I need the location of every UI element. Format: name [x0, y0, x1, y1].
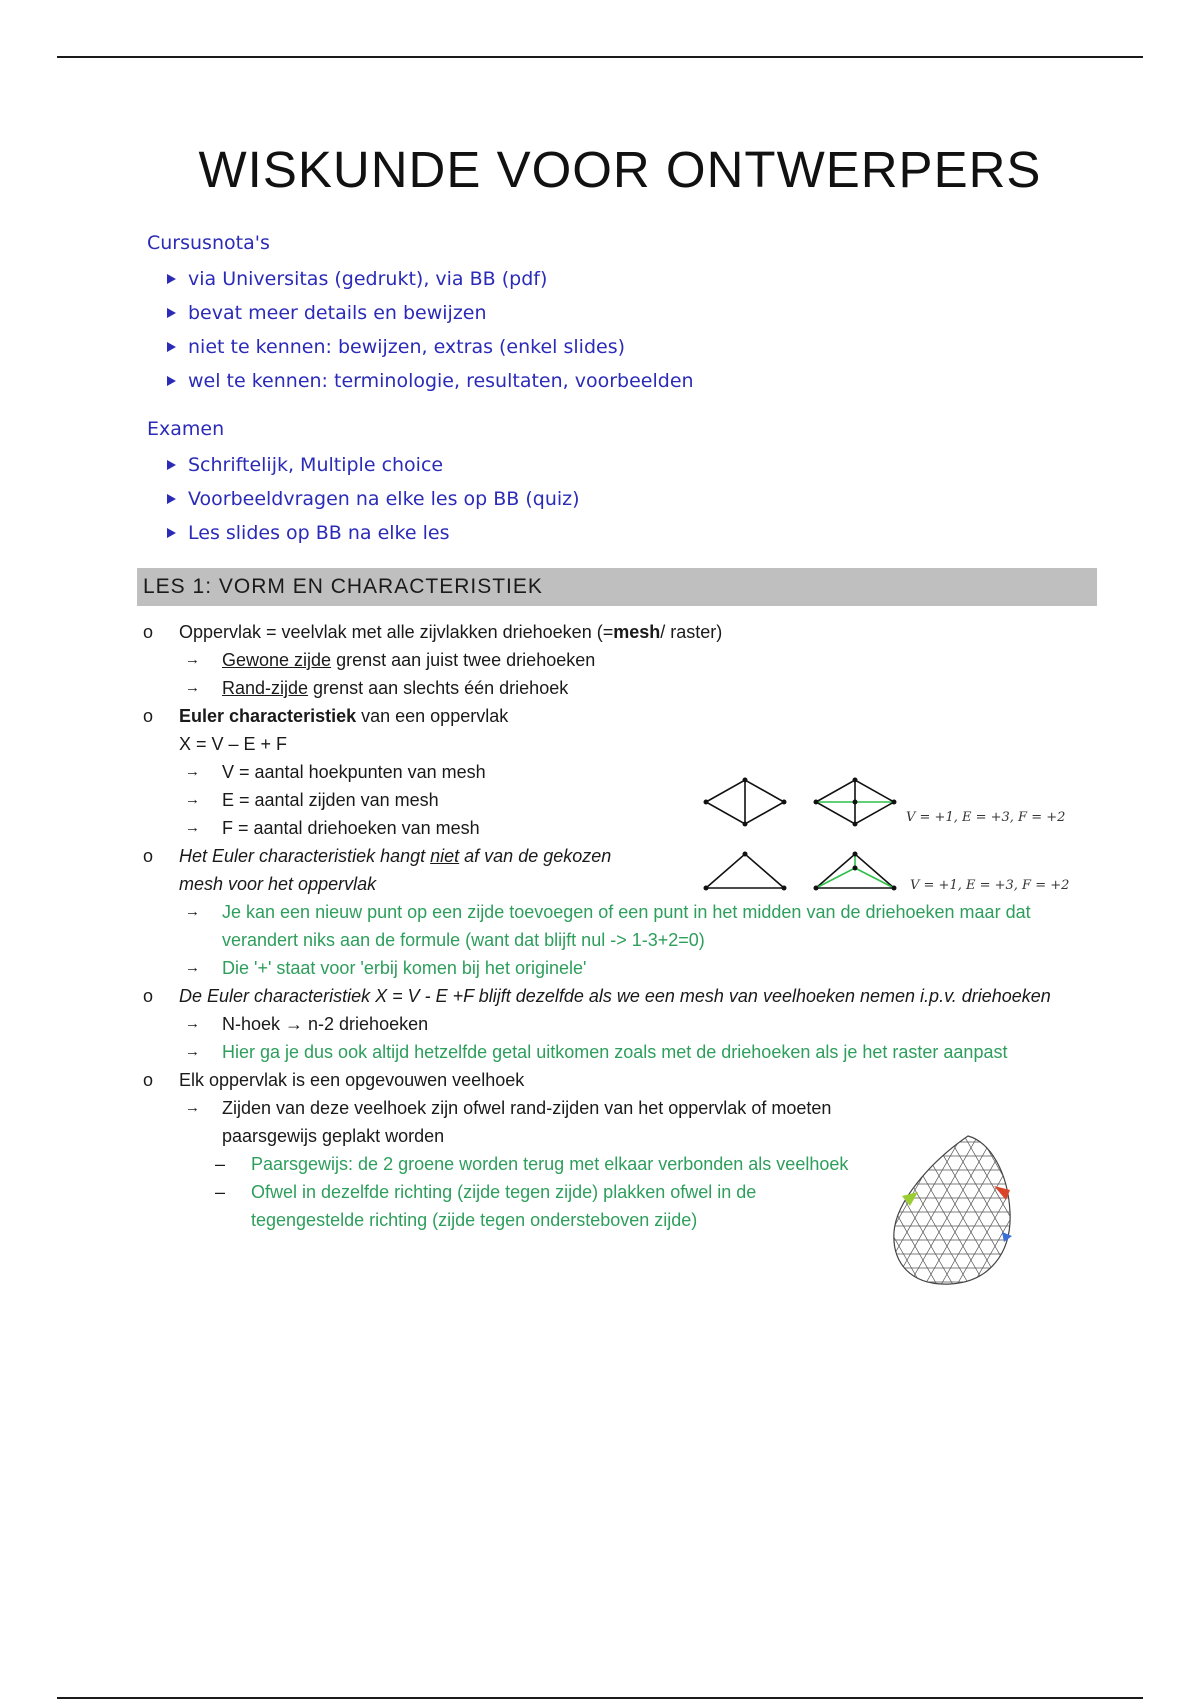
note-euler: o Euler characteristiek van een oppervlak [143, 706, 509, 726]
list-item: bevat meer details en bewijzen [167, 302, 694, 336]
triangulated-blob [890, 1132, 1020, 1290]
triangle-bullet-icon [167, 308, 176, 318]
note-gewone-zijde: → Gewone zijde grenst aan juist twee driehoeken [185, 650, 596, 670]
folded-polygon-figure [890, 1132, 1020, 1290]
note-nhoek: → N-hoek → n-2 driehoeken [185, 1014, 429, 1034]
section-heading: LES 1: VORM EN CHARACTERISTIEK [137, 568, 1097, 606]
examen-heading: Examen [147, 418, 225, 440]
cursus-heading: Cursusnota's [147, 232, 270, 254]
note-green-1: → Je kan een nieuw punt op een zijde toevoegen of een punt in het midden van de driehoeken maar dat verandert niks aan de formule (want dat blijft nul -> 1-3+2=0) [185, 902, 1031, 950]
list-item: via Universitas (gedrukt), via BB (pdf) [167, 268, 694, 302]
note-green-2: → Die '+' staat voor 'erbij komen bij het originele' [185, 958, 587, 978]
list-item: Schriftelijk, Multiple choice [167, 454, 694, 488]
triangle-bullet-icon [167, 460, 176, 470]
note-polygon-mesh: o De Euler characteristiek X = V - E +F blijft dezelfde als we een mesh van veelhoeken nemen i.p.v. driehoeken [143, 986, 1051, 1006]
list-item: wel te kennen: terminologie, resultaten, voorbeelden [167, 370, 694, 404]
note-polygon-sides: → Zijden van deze veelhoek zijn ofwel rand-zijden van het oppervlak of moeten paarsgewijs geplakt worden [185, 1098, 832, 1146]
intro-block [147, 232, 694, 570]
caption-top: V = +1, E = +3, F = +2 [906, 810, 1066, 825]
euler-formula: X = V – E + F [179, 734, 288, 754]
note-f: → F = aantal driehoeken van mesh [185, 818, 480, 838]
caption-bottom: V = +1, E = +3, F = +2 [910, 878, 1070, 893]
mesh-refinement-figure [700, 770, 1080, 900]
bottom-rule [57, 1697, 1143, 1699]
note-green-5: – Ofwel in dezelfde richting (zijde tegen zijde) plakken ofwel in de tegengestelde richting (zijde tegen ondersteboven zijde) [215, 1182, 757, 1230]
note-mesh-independence: o Het Euler characteristiek hangt niet af van de gekozen mesh voor het oppervlak [143, 846, 612, 894]
note-oppervlak: o Oppervlak = veelvlak met alle zijvlakken driehoeken (=mesh/ raster) [143, 622, 723, 642]
examen-list [147, 454, 694, 556]
note-v: → V = aantal hoekpunten van mesh [185, 762, 486, 782]
note-green-3: → Hier ga je dus ook altijd hetzelfde getal uitkomen zoals met de driehoeken als je het raster aanpast [185, 1042, 1008, 1062]
top-rule [57, 56, 1143, 58]
list-item: Voorbeeldvragen na elke les op BB (quiz) [167, 488, 694, 522]
note-e: → E = aantal zijden van mesh [185, 790, 439, 810]
cursus-list [147, 268, 694, 404]
list-item: Les slides op BB na elke les [167, 522, 694, 556]
note-rand-zijde: → Rand-zijde grenst aan slechts één driehoek [185, 678, 569, 698]
triangle-bullet-icon [167, 528, 176, 538]
triangle-bullet-icon [167, 494, 176, 504]
triangle-bullet-icon [167, 274, 176, 284]
triangle-bullet-icon [167, 342, 176, 352]
triangle-bullet-icon [167, 376, 176, 386]
list-item: niet te kennen: bewijzen, extras (enkel slides) [167, 336, 694, 370]
note-folded-polygon: o Elk oppervlak is een opgevouwen veelhoek [143, 1070, 525, 1090]
page-title: WISKUNDE VOOR ONTWERPERS [198, 141, 1042, 198]
note-green-4: – Paarsgewijs: de 2 groene worden terug met elkaar verbonden als veelhoek [215, 1154, 849, 1174]
